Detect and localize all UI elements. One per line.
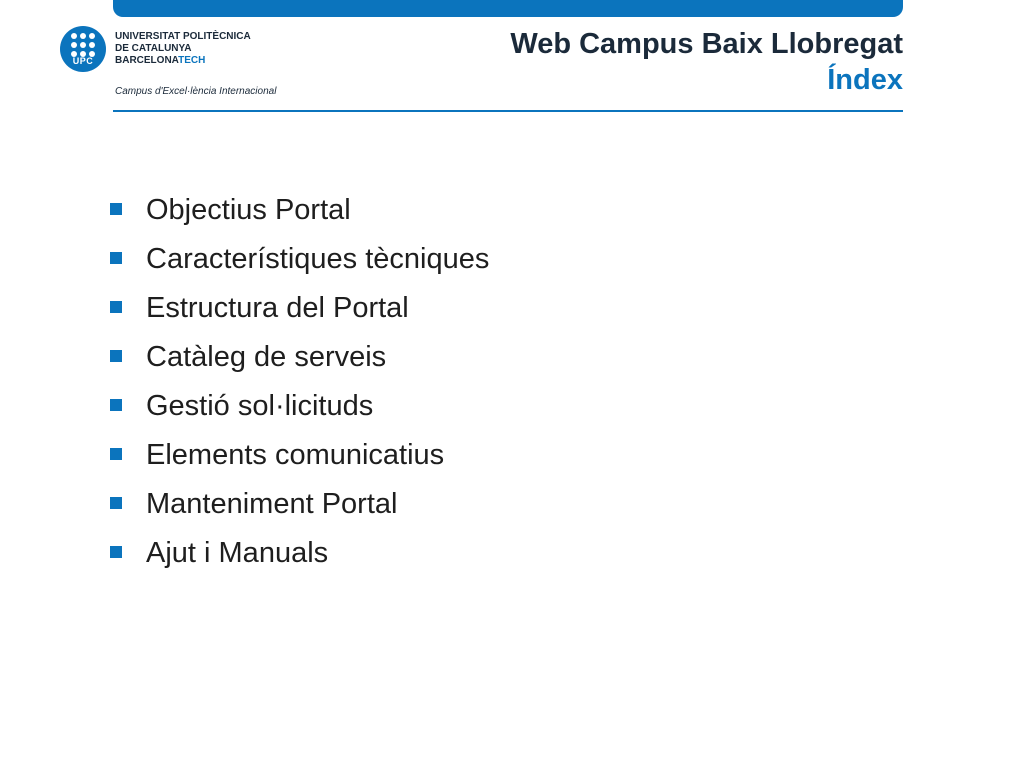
logo-wordmark <box>115 31 251 67</box>
square-bullet-icon <box>110 301 122 313</box>
list-item-label: Objectius Portal <box>146 194 351 226</box>
list-item <box>110 431 489 480</box>
logo-city-line <box>115 55 251 67</box>
upc-logo <box>60 26 350 104</box>
slide-title-block <box>510 26 903 98</box>
square-bullet-icon <box>110 497 122 509</box>
logo-dot <box>71 42 77 48</box>
logo-city: BARCELONA <box>115 55 179 66</box>
index-list <box>110 186 489 578</box>
logo-mark-text: UPC <box>72 56 94 66</box>
list-item-label: Ajut i Manuals <box>146 537 329 569</box>
logo-dot <box>80 42 86 48</box>
list-item-label: Manteniment Portal <box>146 488 398 520</box>
list-item-label: Característiques tècniques <box>146 243 490 275</box>
square-bullet-icon <box>110 399 122 411</box>
header-divider <box>113 110 903 112</box>
logo-dot <box>80 33 86 39</box>
square-bullet-icon <box>110 203 122 215</box>
slide-title: Web Campus Baix Llobregat <box>510 28 903 60</box>
list-item-label: Catàleg de serveis <box>146 341 387 373</box>
square-bullet-icon <box>110 252 122 264</box>
square-bullet-icon <box>110 448 122 460</box>
logo-dot <box>89 42 95 48</box>
list-item <box>110 284 489 333</box>
square-bullet-icon <box>110 350 122 362</box>
header-top-bar <box>113 0 903 17</box>
list-item <box>110 480 489 529</box>
list-item-label: Gestió sol·licituds <box>146 390 374 422</box>
logo-dot <box>71 33 77 39</box>
list-item-label: Estructura del Portal <box>146 292 409 324</box>
logo-university-line1: UNIVERSITAT POLITÈCNICA <box>115 31 251 42</box>
logo-tagline: Campus d'Excel·lència Internacional <box>115 86 277 97</box>
list-item <box>110 333 489 382</box>
list-item <box>110 235 489 284</box>
list-item <box>110 529 489 578</box>
list-item-label: Elements comunicatius <box>146 439 445 471</box>
logo-city-suffix: TECH <box>178 55 206 66</box>
logo-dot <box>89 33 95 39</box>
list-item <box>110 186 489 235</box>
square-bullet-icon <box>110 546 122 558</box>
slide-subtitle: Índex <box>827 64 903 96</box>
logo-university-line2: DE CATALUNYA <box>115 43 192 54</box>
list-item <box>110 382 489 431</box>
upc-logo-mark <box>60 26 106 72</box>
